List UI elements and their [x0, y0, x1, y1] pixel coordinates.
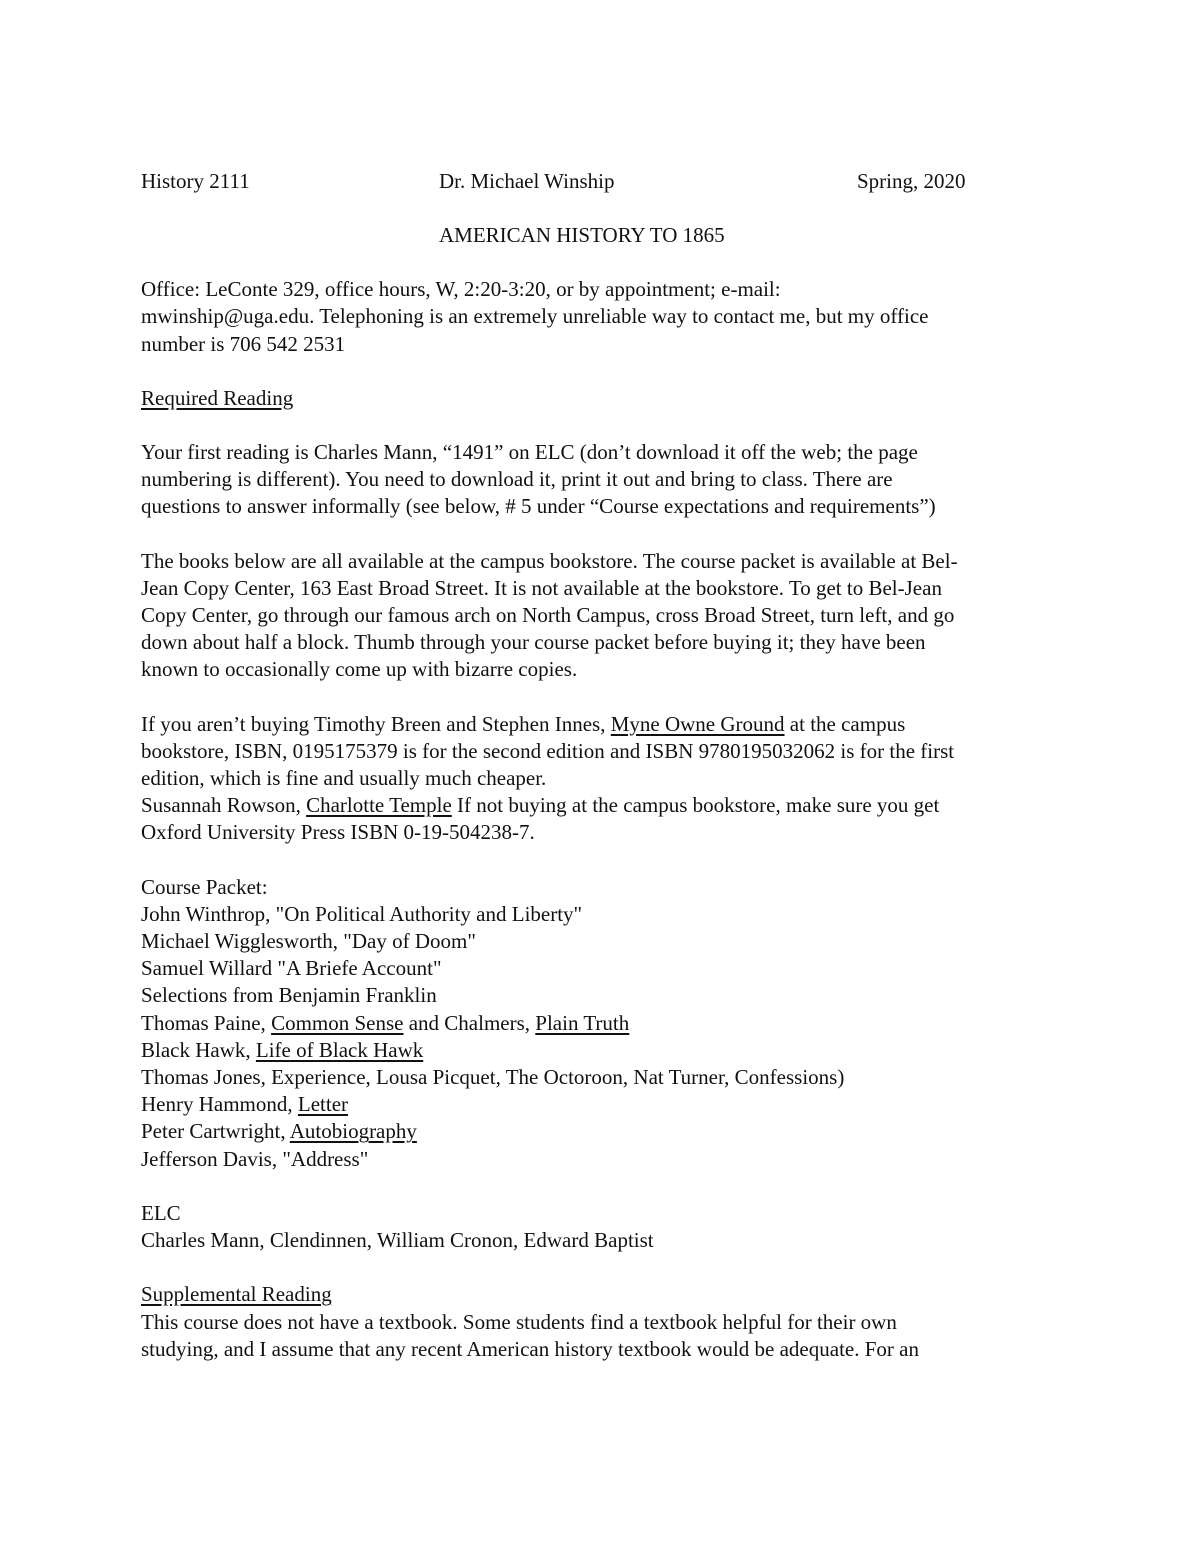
paragraph-line: down about half a block. Thumb through your course packet before buying it; they have been [141, 630, 926, 655]
paragraph-line: edition, which is fine and usually much cheaper. [141, 766, 547, 791]
paragraph-line: Susannah Rowson, Charlotte Temple If not buying at the campus bookstore, make sure you get [141, 793, 940, 818]
list-item: Peter Cartwright, Autobiography [141, 1119, 417, 1144]
term: Spring, 2020 [857, 169, 966, 193]
book-title: Life of Black Hawk [255, 1037, 424, 1062]
paragraph-line: known to occasionally come up with bizarre copies. [141, 657, 578, 682]
elc-section [141, 1200, 1071, 1254]
course-title: AMERICAN HISTORY TO 1865 [439, 223, 725, 247]
course-packet-list [141, 874, 1071, 1173]
office-info [141, 276, 1071, 358]
list-item: Charles Mann, Clendinnen, William Cronon, Edward Baptist [141, 1228, 654, 1253]
paragraph-line: studying, and I assume that any recent American history textbook would be adequate. For an [141, 1336, 919, 1361]
paragraph-line: bookstore, ISBN, 0195175379 is for the second edition and ISBN 9780195032062 is for the first [141, 738, 955, 763]
office-line: Office: LeConte 329, office hours, W, 2:20-3:20, or by appointment; e-mail: [141, 277, 781, 302]
book-title: Plain Truth [535, 1010, 630, 1035]
isbn-paragraph [141, 711, 1071, 847]
paragraph-line: If you aren’t buying Timothy Breen and Stephen Innes, Myne Owne Ground at the campus [141, 711, 906, 736]
list-item: Jefferson Davis, "Address" [141, 1146, 369, 1171]
list-item: John Winthrop, "On Political Authority and Liberty" [141, 901, 583, 926]
office-line: number is 706 542 2531 [141, 331, 346, 356]
book-title: Autobiography [289, 1119, 417, 1144]
elc-heading: ELC [141, 1200, 181, 1225]
supplemental-reading-heading: Supplemental Reading [141, 1282, 332, 1307]
book-title: Letter [297, 1092, 349, 1117]
course-packet-heading: Course Packet: [141, 874, 268, 899]
book-title: Common Sense [271, 1010, 404, 1035]
instructor-name: Dr. Michael Winship [439, 169, 615, 193]
list-item: Samuel Willard "A Briefe Account" [141, 956, 442, 981]
list-item: Thomas Jones, Experience, Lousa Picquet, The Octoroon, Nat Turner, Confessions) [141, 1065, 845, 1090]
paragraph-line: questions to answer informally (see below, # 5 under “Course expectations and requirements”) [141, 494, 936, 519]
paragraph-line: Oxford University Press ISBN 0-19-504238-7. [141, 820, 535, 845]
book-title: Myne Owne Ground [610, 711, 785, 736]
list-item: Thomas Paine, Common Sense and Chalmers, Plain Truth [141, 1010, 630, 1035]
course-number: History 2111 [141, 169, 250, 193]
required-reading-heading: Required Reading [141, 385, 294, 410]
syllabus-page [141, 168, 1071, 1363]
bookstore-paragraph [141, 548, 1071, 684]
header-row [141, 168, 1071, 195]
paragraph-line: This course does not have a textbook. Some students find a textbook helpful for their own [141, 1309, 897, 1334]
paragraph-line: Your first reading is Charles Mann, “1491” on ELC (don’t download it off the web; the page [141, 440, 918, 465]
list-item: Black Hawk, Life of Black Hawk [141, 1037, 424, 1062]
list-item: Henry Hammond, Letter [141, 1092, 349, 1117]
first-reading-paragraph [141, 439, 1071, 521]
list-item: Michael Wigglesworth, "Day of Doom" [141, 929, 476, 954]
paragraph-line: The books below are all available at the campus bookstore. The course packet is available at Bel- [141, 548, 958, 573]
paragraph-line: Jean Copy Center, 163 East Broad Street. It is not available at the bookstore. To get to Bel-Jean [141, 575, 942, 600]
list-item: Selections from Benjamin Franklin [141, 983, 437, 1008]
paragraph-line: numbering is different). You need to download it, print it out and bring to class. There are [141, 467, 893, 492]
book-title: Charlotte Temple [306, 793, 452, 818]
office-line: mwinship@uga.edu. Telephoning is an extremely unreliable way to contact me, but my office [141, 304, 929, 329]
paragraph-line: Copy Center, go through our famous arch on North Campus, cross Broad Street, turn left, and go [141, 603, 955, 628]
supplemental-section [141, 1281, 1071, 1363]
